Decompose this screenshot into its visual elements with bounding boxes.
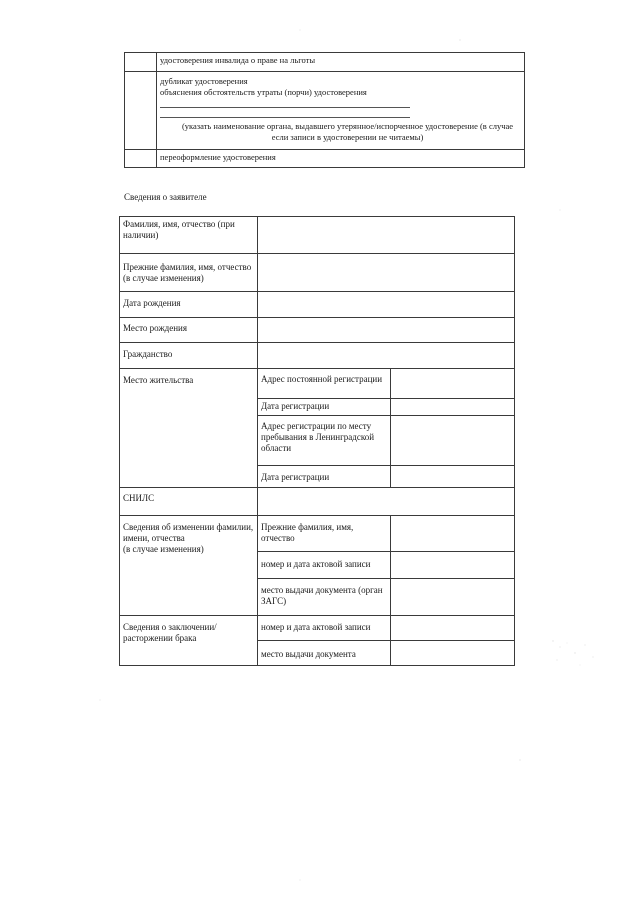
option-benefit-certificate: удостоверения инвалида о праве на льготы [157, 53, 525, 72]
name-change-prev-name-field[interactable] [391, 516, 515, 552]
citizenship-field[interactable] [258, 343, 515, 369]
name-change-label [120, 516, 258, 616]
birth-date-label: Дата рождения [120, 292, 258, 318]
stay-address-field[interactable] [391, 416, 515, 466]
option-duplicate [157, 72, 525, 150]
blank-line [160, 101, 410, 108]
birth-place-label: Место рождения [120, 318, 258, 343]
name-change-prev-name-label: Прежние фамилия, имя, отчество [258, 516, 391, 552]
full-name-label: Фамилия, имя, отчество (при наличии) [120, 217, 258, 254]
reg-date-label: Дата регистрации [258, 399, 391, 416]
marriage-issue-field[interactable] [391, 641, 515, 666]
full-name-field[interactable] [258, 217, 515, 254]
residence-label: Место жительства [120, 369, 258, 488]
snils-field[interactable] [258, 488, 515, 516]
name-change-act-field[interactable] [391, 552, 515, 579]
checkbox-cell [125, 150, 157, 168]
birth-date-field[interactable] [258, 292, 515, 318]
duplicate-label: дубликат удостоверения [160, 76, 248, 86]
birth-place-field[interactable] [258, 318, 515, 343]
name-change-issue-field[interactable] [391, 579, 515, 616]
name-change-issue-label: место выдачи документа (орган ЗАГС) [258, 579, 391, 616]
marriage-act-field[interactable] [391, 616, 515, 641]
snils-label: СНИЛС [120, 488, 258, 516]
marriage-label: Сведения о заключении/расторжении брака [120, 616, 258, 666]
marriage-issue-label: место выдачи документа [258, 641, 391, 666]
certificate-options-table [124, 52, 525, 168]
marriage-act-label: номер и дата актовой записи [258, 616, 391, 641]
scan-smudge [545, 635, 605, 675]
stay-address-label: Адрес регистрации по месту пребывания в Ленинградской области [258, 416, 391, 466]
name-change-note: (в случае изменения) [123, 544, 204, 554]
name-change-title: Сведения об изменении фамилии, имени, отчества [123, 522, 254, 543]
applicant-info-table [119, 216, 515, 666]
section-title: Сведения о заявителе [124, 192, 207, 202]
blank-line [160, 111, 410, 118]
checkbox-cell [125, 72, 157, 150]
stay-reg-date-field[interactable] [391, 466, 515, 488]
name-change-act-label: номер и дата актовой записи [258, 552, 391, 579]
loss-explanation-label: объяснения обстоятельств утраты (порчи) удостоверения [160, 87, 367, 97]
issuing-authority-note: (указать наименование органа, выдавшего утерянное/испорченное удостоверение (в случае если записи в удостоверении не читаемы) [181, 121, 514, 142]
checkbox-cell [125, 53, 157, 72]
prev-name-label: Прежние фамилия, имя, отчество (в случае изменения) [120, 254, 258, 292]
prev-name-field[interactable] [258, 254, 515, 292]
citizenship-label: Гражданство [120, 343, 258, 369]
reg-date-field[interactable] [391, 399, 515, 416]
option-reissue: переоформление удостоверения [157, 150, 525, 168]
perm-address-label: Адрес постоянной регистрации [258, 369, 391, 399]
perm-address-field[interactable] [391, 369, 515, 399]
stay-reg-date-label: Дата регистрации [258, 466, 391, 488]
